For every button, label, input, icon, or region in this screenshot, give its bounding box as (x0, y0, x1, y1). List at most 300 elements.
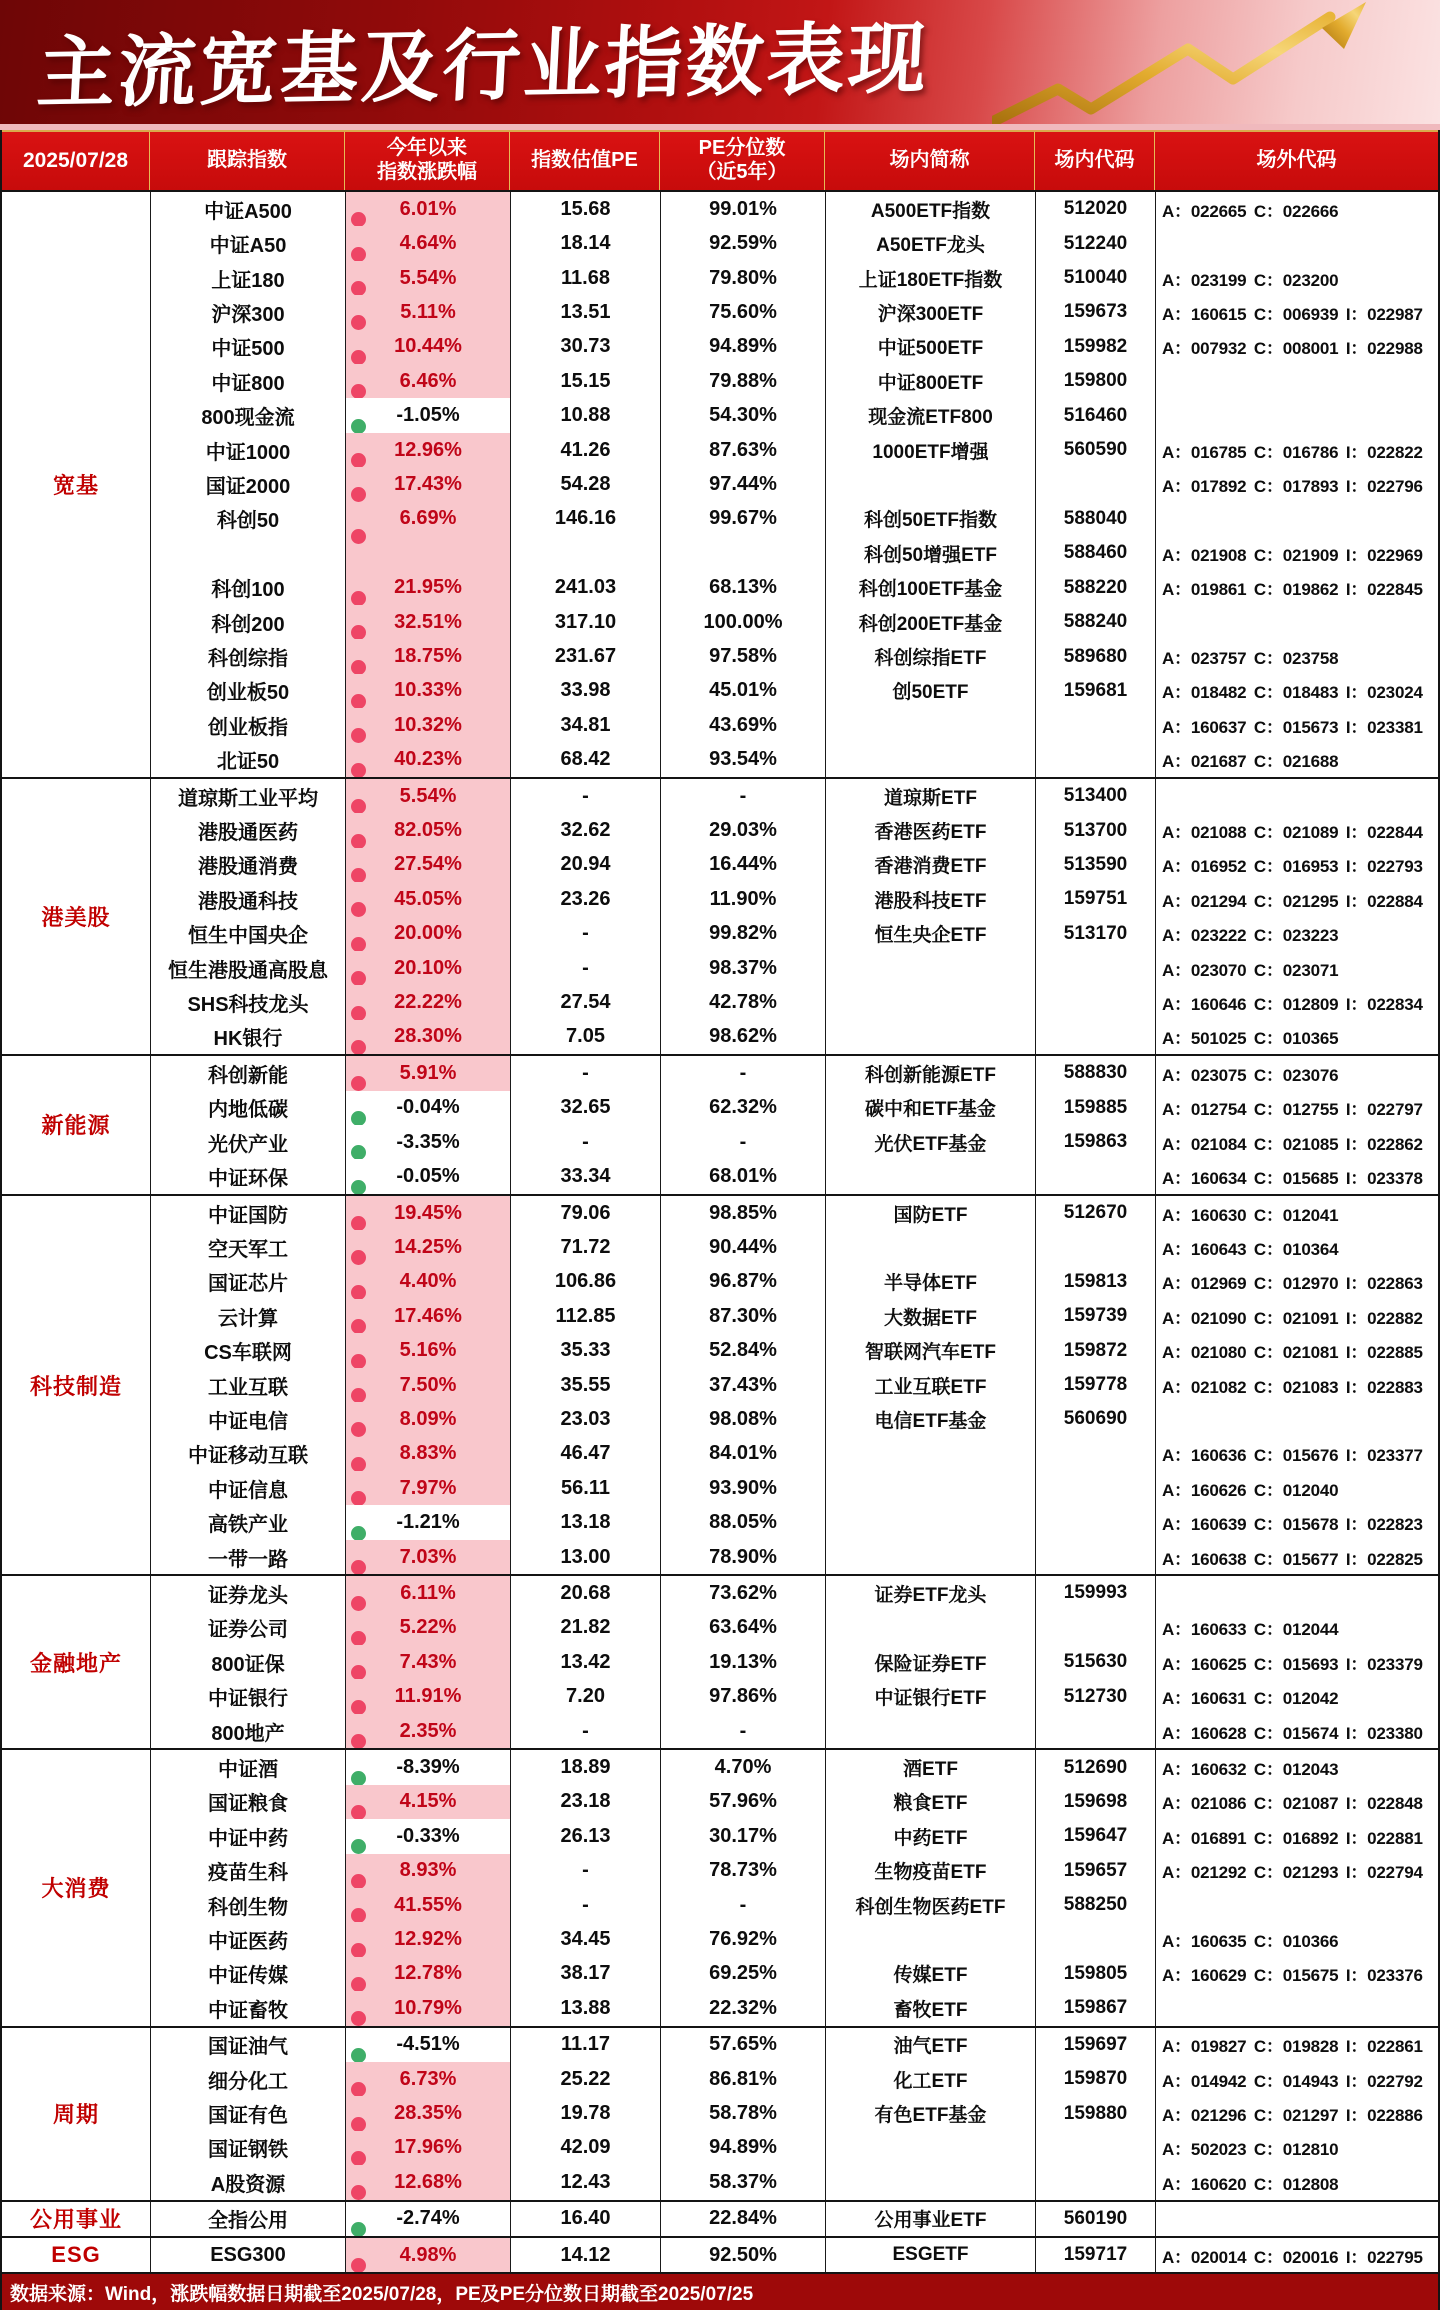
etf-name-stack (826, 502, 1035, 571)
index-name-cell (151, 1854, 346, 1888)
pe-value: 23.03 (560, 1407, 611, 1430)
market-code: 513590 (1063, 853, 1128, 875)
change-cell (346, 985, 511, 1019)
rise-dot-icon (351, 1560, 366, 1574)
market-code: 159681 (1063, 679, 1128, 701)
section-rows (151, 779, 1439, 1054)
rise-dot-icon (351, 1874, 366, 1888)
table-row (151, 502, 1439, 571)
index-name-cell (151, 674, 346, 708)
change-cell (346, 1888, 511, 1922)
percentile-value: 57.65% (709, 2033, 777, 2056)
category-label: 金融地产 (2, 1576, 151, 1748)
table-row (151, 1819, 1439, 1853)
otc-codes: A：160631 C：012042 (1162, 1689, 1339, 1709)
rise-dot-icon (351, 902, 366, 916)
etf-name: 香港医药ETF (874, 822, 987, 844)
etf-name: ESGETF (892, 2244, 969, 2266)
etf-name-cell (826, 1854, 1036, 1888)
pe-value-cell (511, 2202, 661, 2236)
etf-name-cell (826, 2028, 1036, 2062)
etf-name-cell (826, 882, 1036, 916)
market-code-cell (1036, 779, 1156, 813)
percentile-value: 37.43% (709, 1373, 777, 1396)
otc-codes: A：012754 C：012755 I：022797 (1162, 1100, 1423, 1120)
otc-codes-cell (1156, 1576, 1439, 1610)
market-code-cell (1036, 1785, 1156, 1819)
otc-codes-cell (1156, 605, 1439, 639)
otc-codes-cell (1156, 1333, 1439, 1367)
change-value: 17.46% (394, 1304, 462, 1327)
table-row (151, 398, 1439, 432)
pe-value: 32.65 (560, 1096, 611, 1119)
rise-dot-icon (351, 487, 366, 501)
otc-codes: A：023075 C：023076 (1162, 1065, 1339, 1085)
etf-name: 生物疫苗ETF (874, 1862, 987, 1884)
category-label: ESG (2, 2238, 151, 2272)
percentile-value: 98.62% (709, 1025, 777, 1048)
change-cell (346, 674, 511, 708)
market-code: 159751 (1063, 888, 1128, 910)
change-cell (346, 2131, 511, 2165)
otc-codes-cell (1156, 1819, 1439, 1853)
change-cell (346, 1159, 511, 1193)
change-value: 28.35% (394, 2102, 462, 2125)
otc-codes: A：160615 C：006939 I：022987 (1162, 304, 1423, 324)
market-code-cell (1036, 882, 1156, 916)
otc-codes: A：021296 C：021297 I：022886 (1162, 2106, 1423, 2126)
etf-name: 工业互联ETF (874, 1376, 987, 1398)
pe-value-cell (511, 1230, 661, 1264)
section-rows (151, 2238, 1439, 2272)
etf-name-cell (826, 674, 1036, 708)
etf-name-cell (826, 1750, 1036, 1784)
index-name-cell (151, 330, 346, 364)
table-row (151, 1159, 1439, 1193)
pe-value-cell (511, 1020, 661, 1054)
change-value: 6.11% (400, 1581, 456, 1604)
index-name-cell (151, 708, 346, 742)
otc-codes-cell (1156, 743, 1439, 777)
pe-value: 241.03 (554, 576, 617, 599)
market-code-cell (1036, 848, 1156, 882)
otc-codes: A：023222 C：023223 (1162, 926, 1339, 946)
percentile-value: 86.81% (709, 2067, 777, 2090)
otc-codes-cell (1156, 2062, 1439, 2096)
pe-value-cell (511, 708, 661, 742)
rise-dot-icon (351, 763, 366, 777)
pe-value: 7.20 (566, 1685, 605, 1708)
rise-dot-icon (351, 281, 366, 295)
percentile-value: 63.64% (709, 1616, 777, 1639)
table-section (2, 1054, 1438, 1194)
index-name-cell (151, 2165, 346, 2199)
etf-name-cell (826, 2131, 1036, 2165)
etf-name-cell (826, 639, 1036, 673)
change-cell (346, 1299, 511, 1333)
percentile-value: 100.00% (703, 610, 783, 633)
etf-name: 科创200ETF基金 (858, 613, 1003, 635)
change-cell (346, 1091, 511, 1125)
index-name: 中证中药 (208, 1827, 288, 1850)
rise-dot-icon (351, 1700, 366, 1714)
pe-value-cell (511, 1125, 661, 1159)
index-name: HK银行 (213, 1028, 283, 1051)
etf-name-cell (826, 1611, 1036, 1645)
pe-value: 68.42 (560, 748, 611, 771)
otc-codes: A：502023 C：012810 (1162, 2140, 1339, 2160)
otc-codes: A：020014 C：020016 I：022795 (1162, 2247, 1423, 2267)
percentile-value: - (739, 1719, 747, 1742)
otc-codes: A：021084 C：021085 I：022862 (1162, 1134, 1423, 1154)
rise-dot-icon (351, 350, 366, 364)
etf-name-cell (826, 1991, 1036, 2025)
otc-codes: A：014942 C：014943 I：022792 (1162, 2071, 1423, 2091)
pe-value-cell (511, 1922, 661, 1956)
index-name-cell (151, 1785, 346, 1819)
change-value: 8.93% (399, 1859, 457, 1882)
index-name-cell (151, 882, 346, 916)
market-code: 159647 (1063, 1825, 1128, 1847)
section-rows (151, 2028, 1439, 2200)
rise-dot-icon (351, 1285, 366, 1299)
index-name: 港股通医药 (198, 822, 298, 845)
percentile-cell (661, 2062, 826, 2096)
table-section (2, 1574, 1438, 1748)
percentile-value: 97.44% (709, 472, 777, 495)
index-name: 沪深300 (211, 303, 285, 326)
otc-codes: A：160635 C：010366 (1162, 1932, 1339, 1952)
pe-value: - (582, 1061, 589, 1084)
index-name: ESG300 (210, 2243, 286, 2266)
percentile-cell (661, 985, 826, 1019)
market-code-cell (1036, 1611, 1156, 1645)
otc-codes: A：017892 C：017893 I：022796 (1162, 476, 1423, 496)
pe-value: 23.26 (560, 887, 611, 910)
etf-name-cell (826, 605, 1036, 639)
market-code: 510040 (1063, 267, 1128, 289)
change-value: 6.46% (399, 369, 457, 392)
change-value: 6.69% (399, 507, 457, 530)
pe-value-cell (511, 2096, 661, 2130)
index-name: 国证有色 (208, 2105, 288, 2128)
change-cell (346, 1265, 511, 1299)
table-row (151, 467, 1439, 501)
percentile-value: 11.90% (709, 887, 777, 910)
table-row (151, 639, 1439, 673)
change-value: 40.23% (394, 748, 462, 771)
change-cell (346, 261, 511, 295)
index-name-cell (151, 1576, 346, 1610)
etf-name-cell (826, 2238, 1036, 2272)
etf-name: 科创100ETF基金 (858, 579, 1003, 601)
market-code: 159863 (1063, 1131, 1128, 1153)
pe-value: 20.68 (560, 1581, 611, 1604)
etf-name-cell (826, 330, 1036, 364)
change-cell (346, 1750, 511, 1784)
index-name: 细分化工 (208, 2070, 288, 2093)
rise-dot-icon (351, 1457, 366, 1471)
otc-codes-cell (1156, 1230, 1439, 1264)
etf-name: 中药ETF (893, 1827, 968, 1849)
change-value: 10.32% (394, 713, 462, 736)
table-row (151, 1125, 1439, 1159)
table-row (151, 1230, 1439, 1264)
table-row (151, 1750, 1439, 1784)
market-code-cell (1036, 1714, 1156, 1748)
otc-codes: A：160634 C：015685 I：023378 (1162, 1169, 1423, 1189)
percentile-cell (661, 779, 826, 813)
index-name: 中证传媒 (208, 1965, 288, 1988)
otc-codes-cell (1156, 570, 1439, 604)
otc-codes: A：021082 C：021083 I：022883 (1162, 1377, 1423, 1397)
pe-value-cell (511, 2131, 661, 2165)
index-name-cell (151, 813, 346, 847)
change-cell (346, 1471, 511, 1505)
change-value: 45.05% (394, 887, 462, 910)
pe-value-cell (511, 1785, 661, 1819)
etf-name: 半导体ETF (884, 1273, 977, 1295)
otc-codes-cell (1156, 1125, 1439, 1159)
market-code: 159717 (1063, 2244, 1128, 2266)
etf-name-cell (826, 1471, 1036, 1505)
percentile-value: 88.05% (709, 1511, 777, 1534)
percentile-value: 78.73% (709, 1859, 777, 1882)
index-name: 创业板指 (208, 716, 288, 739)
index-name: 国证钢铁 (208, 2139, 288, 2162)
change-value: 14.25% (394, 1235, 462, 1258)
otc-codes: A：160628 C：015674 I：023380 (1162, 1723, 1423, 1743)
etf-name-cell (826, 1091, 1036, 1125)
pe-value-cell (511, 917, 661, 951)
etf-name-cell (826, 261, 1036, 295)
change-value: 12.68% (394, 2170, 462, 2193)
index-name-cell (151, 1991, 346, 2025)
table-section (2, 2026, 1438, 2200)
percentile-cell (661, 708, 826, 742)
etf-name-cell (826, 1540, 1036, 1574)
section-rows (151, 192, 1439, 777)
etf-name: 上证180ETF指数 (858, 269, 1003, 291)
market-code: 159800 (1063, 370, 1128, 392)
pe-value: 13.42 (560, 1650, 611, 1673)
index-name-cell (151, 398, 346, 432)
percentile-cell (661, 1437, 826, 1471)
rise-dot-icon (351, 728, 366, 742)
otc-codes-cell (1156, 1957, 1439, 1991)
rise-dot-icon (351, 1734, 366, 1748)
index-name: 科创50 (216, 510, 280, 533)
change-value: 12.92% (394, 1928, 462, 1951)
fall-dot-icon (351, 2222, 366, 2236)
index-name-cell (151, 433, 346, 467)
percentile-value: 87.30% (709, 1304, 777, 1327)
etf-name-cell (826, 951, 1036, 985)
table-row (151, 1957, 1439, 1991)
table-row (151, 1196, 1439, 1230)
etf-name-cell (826, 1819, 1036, 1853)
index-name: CS车联网 (204, 1342, 292, 1365)
otc-codes: A：160643 C：010364 (1162, 1239, 1339, 1259)
index-name: 上证180 (211, 269, 285, 292)
index-name-cell (151, 917, 346, 951)
change-value: -0.04% (396, 1096, 460, 1119)
index-name-cell (151, 1020, 346, 1054)
percentile-value: 90.44% (709, 1235, 777, 1258)
index-name-cell (151, 1957, 346, 1991)
index-name: 中证银行 (208, 1688, 288, 1711)
percentile-value: 45.01% (709, 679, 777, 702)
etf-name: 碳中和ETF基金 (865, 1099, 996, 1121)
market-code-cell (1036, 192, 1156, 226)
index-name-cell (151, 2202, 346, 2236)
etf-name-cell (826, 1785, 1036, 1819)
pe-value-cell (511, 1299, 661, 1333)
index-name: 全指公用 (208, 2210, 288, 2233)
rise-dot-icon (351, 2117, 366, 2131)
change-cell (346, 1230, 511, 1264)
percentile-cell (661, 1056, 826, 1090)
pe-value-cell (511, 364, 661, 398)
banner (0, 0, 1440, 130)
index-name-cell (151, 605, 346, 639)
otc-codes-cell (1156, 1991, 1439, 2025)
change-value: -3.35% (396, 1130, 460, 1153)
pe-value-cell (511, 502, 661, 571)
table-row (151, 330, 1439, 364)
category-label: 周期 (2, 2028, 151, 2200)
table-row (151, 1368, 1439, 1402)
index-name-cell (151, 639, 346, 673)
change-cell (346, 1576, 511, 1610)
pe-value: 41.26 (560, 438, 611, 461)
fall-dot-icon (351, 1771, 366, 1785)
rise-dot-icon (351, 2011, 366, 2025)
percentile-value: 54.30% (709, 404, 777, 427)
etf-name: 传媒ETF (893, 1965, 968, 1987)
otc-codes-cell (1156, 330, 1439, 364)
data-source-text: 数据来源：Wind，涨跌幅数据日期截至2025/07/28，PE及PE分位数日期截至2025/07/25 (10, 2283, 754, 2305)
percentile-cell (661, 1333, 826, 1367)
percentile-cell (661, 261, 826, 295)
change-value: 7.97% (399, 1476, 457, 1499)
percentile-cell (661, 1679, 826, 1713)
otc-codes: A：023757 C：023758 (1162, 649, 1339, 668)
rise-dot-icon (351, 1596, 366, 1610)
etf-name-cell (826, 467, 1036, 501)
etf-name: 港股科技ETF (874, 890, 987, 912)
table-row (151, 1576, 1439, 1610)
index-name: 创业板50 (206, 682, 290, 705)
percentile-value: 73.62% (709, 1581, 777, 1604)
index-name-cell (151, 743, 346, 777)
index-name: 工业互联 (208, 1376, 288, 1399)
percentile-cell (661, 1265, 826, 1299)
percentile-value: - (739, 1130, 747, 1153)
change-value: 6.01% (399, 197, 457, 220)
otc-codes-cell (1156, 398, 1439, 432)
change-cell (346, 2165, 511, 2199)
market-code: 589680 (1063, 645, 1128, 667)
market-code: 512730 (1063, 1685, 1128, 1707)
pe-value: 15.15 (560, 369, 611, 392)
percentile-cell (661, 398, 826, 432)
otc-codes: A：160639 C：015678 I：022823 (1162, 1515, 1423, 1535)
otc-codes-cell (1156, 1750, 1439, 1784)
market-code-cell (1036, 951, 1156, 985)
index-name-cell (151, 2096, 346, 2130)
table-row (151, 882, 1439, 916)
pe-value-cell (511, 433, 661, 467)
table-row (151, 192, 1439, 226)
market-code-cell (1036, 398, 1156, 432)
market-code: 588220 (1063, 576, 1128, 598)
header-date: 2025/07/28 (2, 132, 150, 190)
index-name: 光伏产业 (208, 1133, 288, 1156)
otc-codes-cell (1156, 467, 1439, 501)
etf-name: 现金流ETF800 (868, 407, 993, 429)
market-code-cell (1036, 1922, 1156, 1956)
otc-codes-cell (1156, 1196, 1439, 1230)
index-name-cell (151, 1437, 346, 1471)
index-name: 国证芯片 (208, 1273, 288, 1296)
otc-codes: A：160646 C：012809 I：022834 (1162, 995, 1423, 1015)
percentile-cell (661, 226, 826, 260)
header-percentile: PE分位数 （近5年） (660, 132, 825, 190)
index-name-cell (151, 1196, 346, 1230)
pe-value: 20.94 (560, 853, 611, 876)
percentile-value: 97.86% (709, 1685, 777, 1708)
index-name: 证券龙头 (208, 1584, 288, 1607)
index-name-cell (151, 779, 346, 813)
rise-dot-icon (351, 1422, 366, 1436)
market-code: 159880 (1063, 2102, 1128, 2124)
change-cell (346, 1785, 511, 1819)
market-code-cell (1036, 467, 1156, 501)
pe-value-cell (511, 261, 661, 295)
table-row (151, 1854, 1439, 1888)
change-value: -0.05% (396, 1165, 460, 1188)
pe-value: 106.86 (554, 1270, 617, 1293)
market-code-cell (1036, 1576, 1156, 1610)
pe-value-cell (511, 1819, 661, 1853)
etf-name-cell (826, 2062, 1036, 2096)
change-cell (346, 433, 511, 467)
market-code: 159813 (1063, 1270, 1128, 1292)
change-cell (346, 1819, 511, 1853)
etf-name-cell (826, 1402, 1036, 1436)
pe-value-cell (511, 2165, 661, 2199)
index-name: 中证医药 (208, 1931, 288, 1954)
change-value: 17.96% (394, 2136, 462, 2159)
market-code-cell (1036, 1888, 1156, 1922)
pe-value: 56.11 (561, 1476, 610, 1499)
market-code: 512690 (1063, 1756, 1128, 1778)
index-name-cell (151, 467, 346, 501)
percentile-value: 78.90% (709, 1545, 777, 1568)
index-name: 北证50 (216, 751, 280, 774)
market-code-cell (1036, 2202, 1156, 2236)
percentile-value: 58.37% (709, 2170, 777, 2193)
fall-dot-icon (351, 419, 366, 433)
etf-name-cell (826, 1159, 1036, 1193)
pe-value-cell (511, 1091, 661, 1125)
etf-name-cell (826, 1125, 1036, 1159)
percentile-cell (661, 1785, 826, 1819)
otc-codes-cell (1156, 1611, 1439, 1645)
change-cell (346, 1402, 511, 1436)
change-cell (346, 1957, 511, 1991)
